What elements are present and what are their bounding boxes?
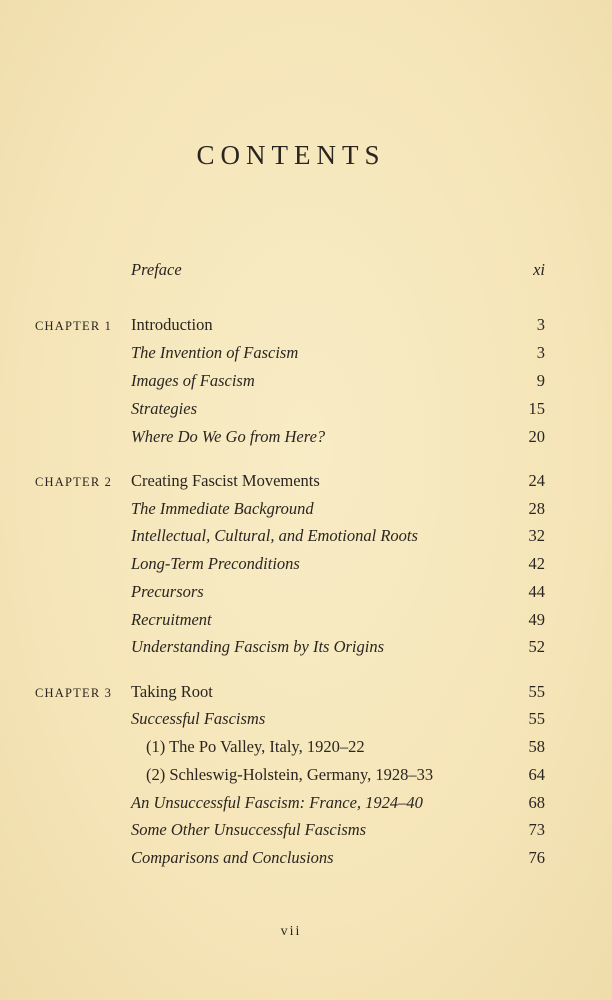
toc-entry: [0, 608, 612, 632]
toc-entry-title: Introduction: [131, 315, 213, 334]
toc-entry-title: Precursors: [131, 582, 204, 601]
toc-entry: [0, 341, 612, 365]
toc-page-number: 68: [528, 793, 545, 812]
toc-entry-title: (1) The Po Valley, Italy, 1920–22: [146, 737, 365, 756]
toc-page-number: 32: [528, 526, 545, 545]
toc-entry-title: Recruitment: [131, 610, 212, 629]
toc-entry: [0, 552, 612, 576]
toc-entry: [0, 497, 612, 521]
toc-entry-title: Strategies: [131, 399, 197, 418]
toc-entry-title: Some Other Unsuccessful Fascisms: [131, 820, 367, 839]
toc-page-number: 24: [528, 471, 545, 490]
toc-entry-title: Intellectual, Cultural, and Emotional Roots: [131, 526, 418, 545]
toc-page-number: 28: [528, 499, 545, 518]
toc-entry-title: Where Do We Go from Here?: [131, 427, 326, 446]
toc-entry-title: Successful Fascisms: [131, 709, 266, 728]
toc-page-number: 55: [528, 709, 545, 728]
toc-page-number: 58: [528, 737, 545, 756]
toc-entry-title: The Immediate Background: [131, 499, 314, 518]
toc-entry-title: Understanding Fascism by Its Origins: [131, 637, 384, 656]
toc-entry: [0, 369, 612, 393]
toc-page-number: 73: [528, 820, 545, 839]
toc-entry: [0, 680, 612, 704]
toc-entry-title: Long-Term Preconditions: [131, 554, 300, 573]
toc-entry: [0, 258, 612, 282]
toc-entry-title: Creating Fascist Movements: [131, 471, 320, 490]
toc-entry: [0, 818, 612, 842]
page-folio: vii: [280, 924, 302, 939]
toc-entry: [0, 580, 612, 604]
toc-page-number: 20: [528, 427, 545, 446]
toc-page-number: 15: [528, 399, 545, 418]
chapter-label: CHAPTER 2: [35, 475, 113, 489]
toc-page-number: 3: [536, 315, 545, 334]
toc-entry: [0, 313, 612, 337]
toc-entry-title: Images of Fascism: [131, 371, 255, 390]
toc-page-number: 64: [528, 765, 545, 784]
toc-entry-title: Taking Root: [131, 682, 213, 701]
toc-entry-title: An Unsuccessful Fascism: France, 1924–40: [131, 793, 423, 812]
toc-entry-title: (2) Schleswig-Holstein, Germany, 1928–33: [146, 765, 434, 784]
toc-entry: [0, 707, 612, 731]
toc-entry-title: Comparisons and Conclusions: [131, 848, 334, 867]
toc-entry: [0, 469, 612, 493]
toc-entry: [0, 763, 612, 787]
toc-page-number: 76: [528, 848, 545, 867]
chapter-label: CHAPTER 1: [35, 319, 113, 333]
toc-entry: [0, 425, 612, 449]
toc-entry-title: Preface: [131, 260, 182, 279]
toc-entry: [0, 635, 612, 659]
toc-page-number: 49: [528, 610, 545, 629]
toc-entry: [0, 524, 612, 548]
toc-page-number: 44: [528, 582, 545, 601]
toc-page-number: 42: [528, 554, 545, 573]
chapter-label: CHAPTER 3: [35, 686, 113, 700]
toc-page-number: 52: [528, 637, 545, 656]
page-title: CONTENTS: [196, 140, 386, 170]
toc-page-number: 3: [536, 343, 545, 362]
toc-entry: [0, 735, 612, 759]
toc-entry: [0, 397, 612, 421]
toc-page-number: xi: [533, 260, 545, 279]
toc-entry: [0, 791, 612, 815]
toc-page-number: 9: [536, 371, 545, 390]
toc-page-number: 55: [528, 682, 545, 701]
toc-entry: [0, 846, 612, 870]
toc-entry-title: The Invention of Fascism: [131, 343, 299, 362]
